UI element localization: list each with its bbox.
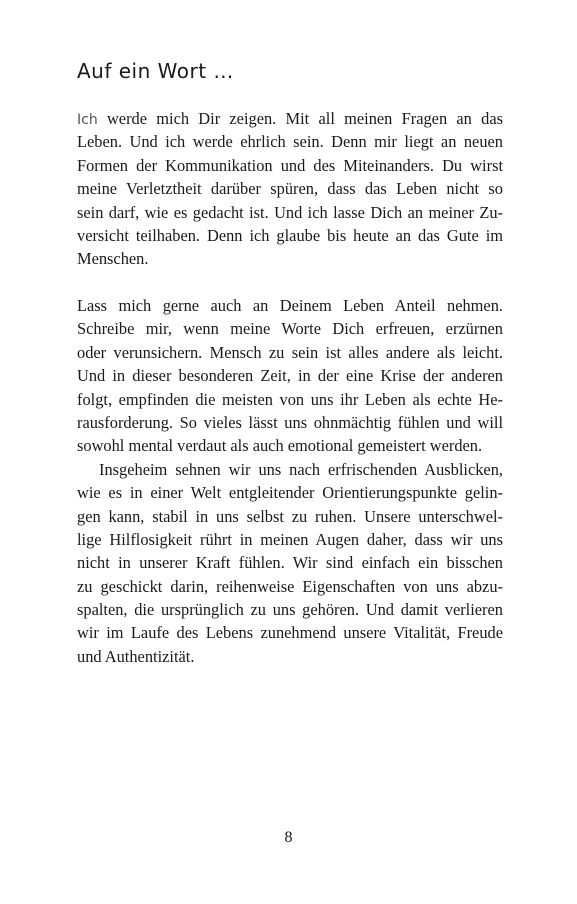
text-line: und Authentizität. <box>77 646 195 666</box>
text-line: zu geschickt darin, reihenweise Eigenschaften von uns abzu- <box>77 576 503 596</box>
text-line: meine Verletztheit darüber spüren, dass das Leben nicht so <box>77 179 503 199</box>
text-line: folgt, empfinden die meisten von uns ihr Leben als echte He- <box>77 389 503 409</box>
text-line: lige Hilflosigkeit rührt in meinen Augen daher, dass wir uns <box>77 529 503 549</box>
text-line: sowohl mental verdaut als auch emotional gemeistert werden. <box>77 436 483 456</box>
text-line: Insgeheim sehnen wir uns nach erfrischenden Ausblicken, <box>99 459 503 479</box>
text-line: spalten, die ursprünglich zu uns gehören. Und damit verlieren <box>77 600 503 620</box>
paragraph-1 <box>77 107 503 271</box>
chapter-heading: Auf ein Wort … <box>77 59 234 83</box>
lead-word: Ich <box>77 112 98 128</box>
text-line: sein darf, wie es gedacht ist. Und ich lasse Dich an meiner Zu- <box>77 202 503 222</box>
text-line: wir im Laufe des Lebens zunehmend unsere Vitalität, Freude <box>77 623 503 643</box>
text-line: Schreibe mir, wenn meine Worte Dich erfreuen, erzürnen <box>77 319 503 339</box>
text-line: Und in dieser besonderen Zeit, in der eine Krise der anderen <box>77 366 503 386</box>
text-line: nicht in unserer Kraft fühlen. Wir sind einfach ein bisschen <box>77 553 503 573</box>
text-line: Ich werde mich Dir zeigen. Mit all meinen Fragen an das <box>77 109 503 128</box>
text-line: Menschen. <box>77 249 149 269</box>
page-number: 8 <box>284 829 293 846</box>
text-line: Lass mich gerne auch an Deinem Leben Anteil nehmen. <box>77 296 503 315</box>
text-line: oder verunsichern. Mensch zu sein ist alles andere als leicht. <box>77 342 503 362</box>
paragraph-2 <box>77 294 503 668</box>
text-line: gen kann, stabil in uns selbst zu ruhen. Unsere unterschwel- <box>77 506 503 526</box>
text-line: rausforderung. So vieles lässt uns ohnmächtig fühlen und will <box>77 412 503 432</box>
text-line: Leben. Und ich werde ehrlich sein. Denn mir liegt an neuen <box>77 132 503 152</box>
text-line: versicht teilhaben. Denn ich glaube bis heute an das Gute im <box>77 225 503 245</box>
text-line: wie es in einer Welt entgleitender Orientierungspunkte gelin- <box>77 483 503 503</box>
text-line: Formen der Kommunikation und des Miteinanders. Du wirst <box>77 155 503 175</box>
